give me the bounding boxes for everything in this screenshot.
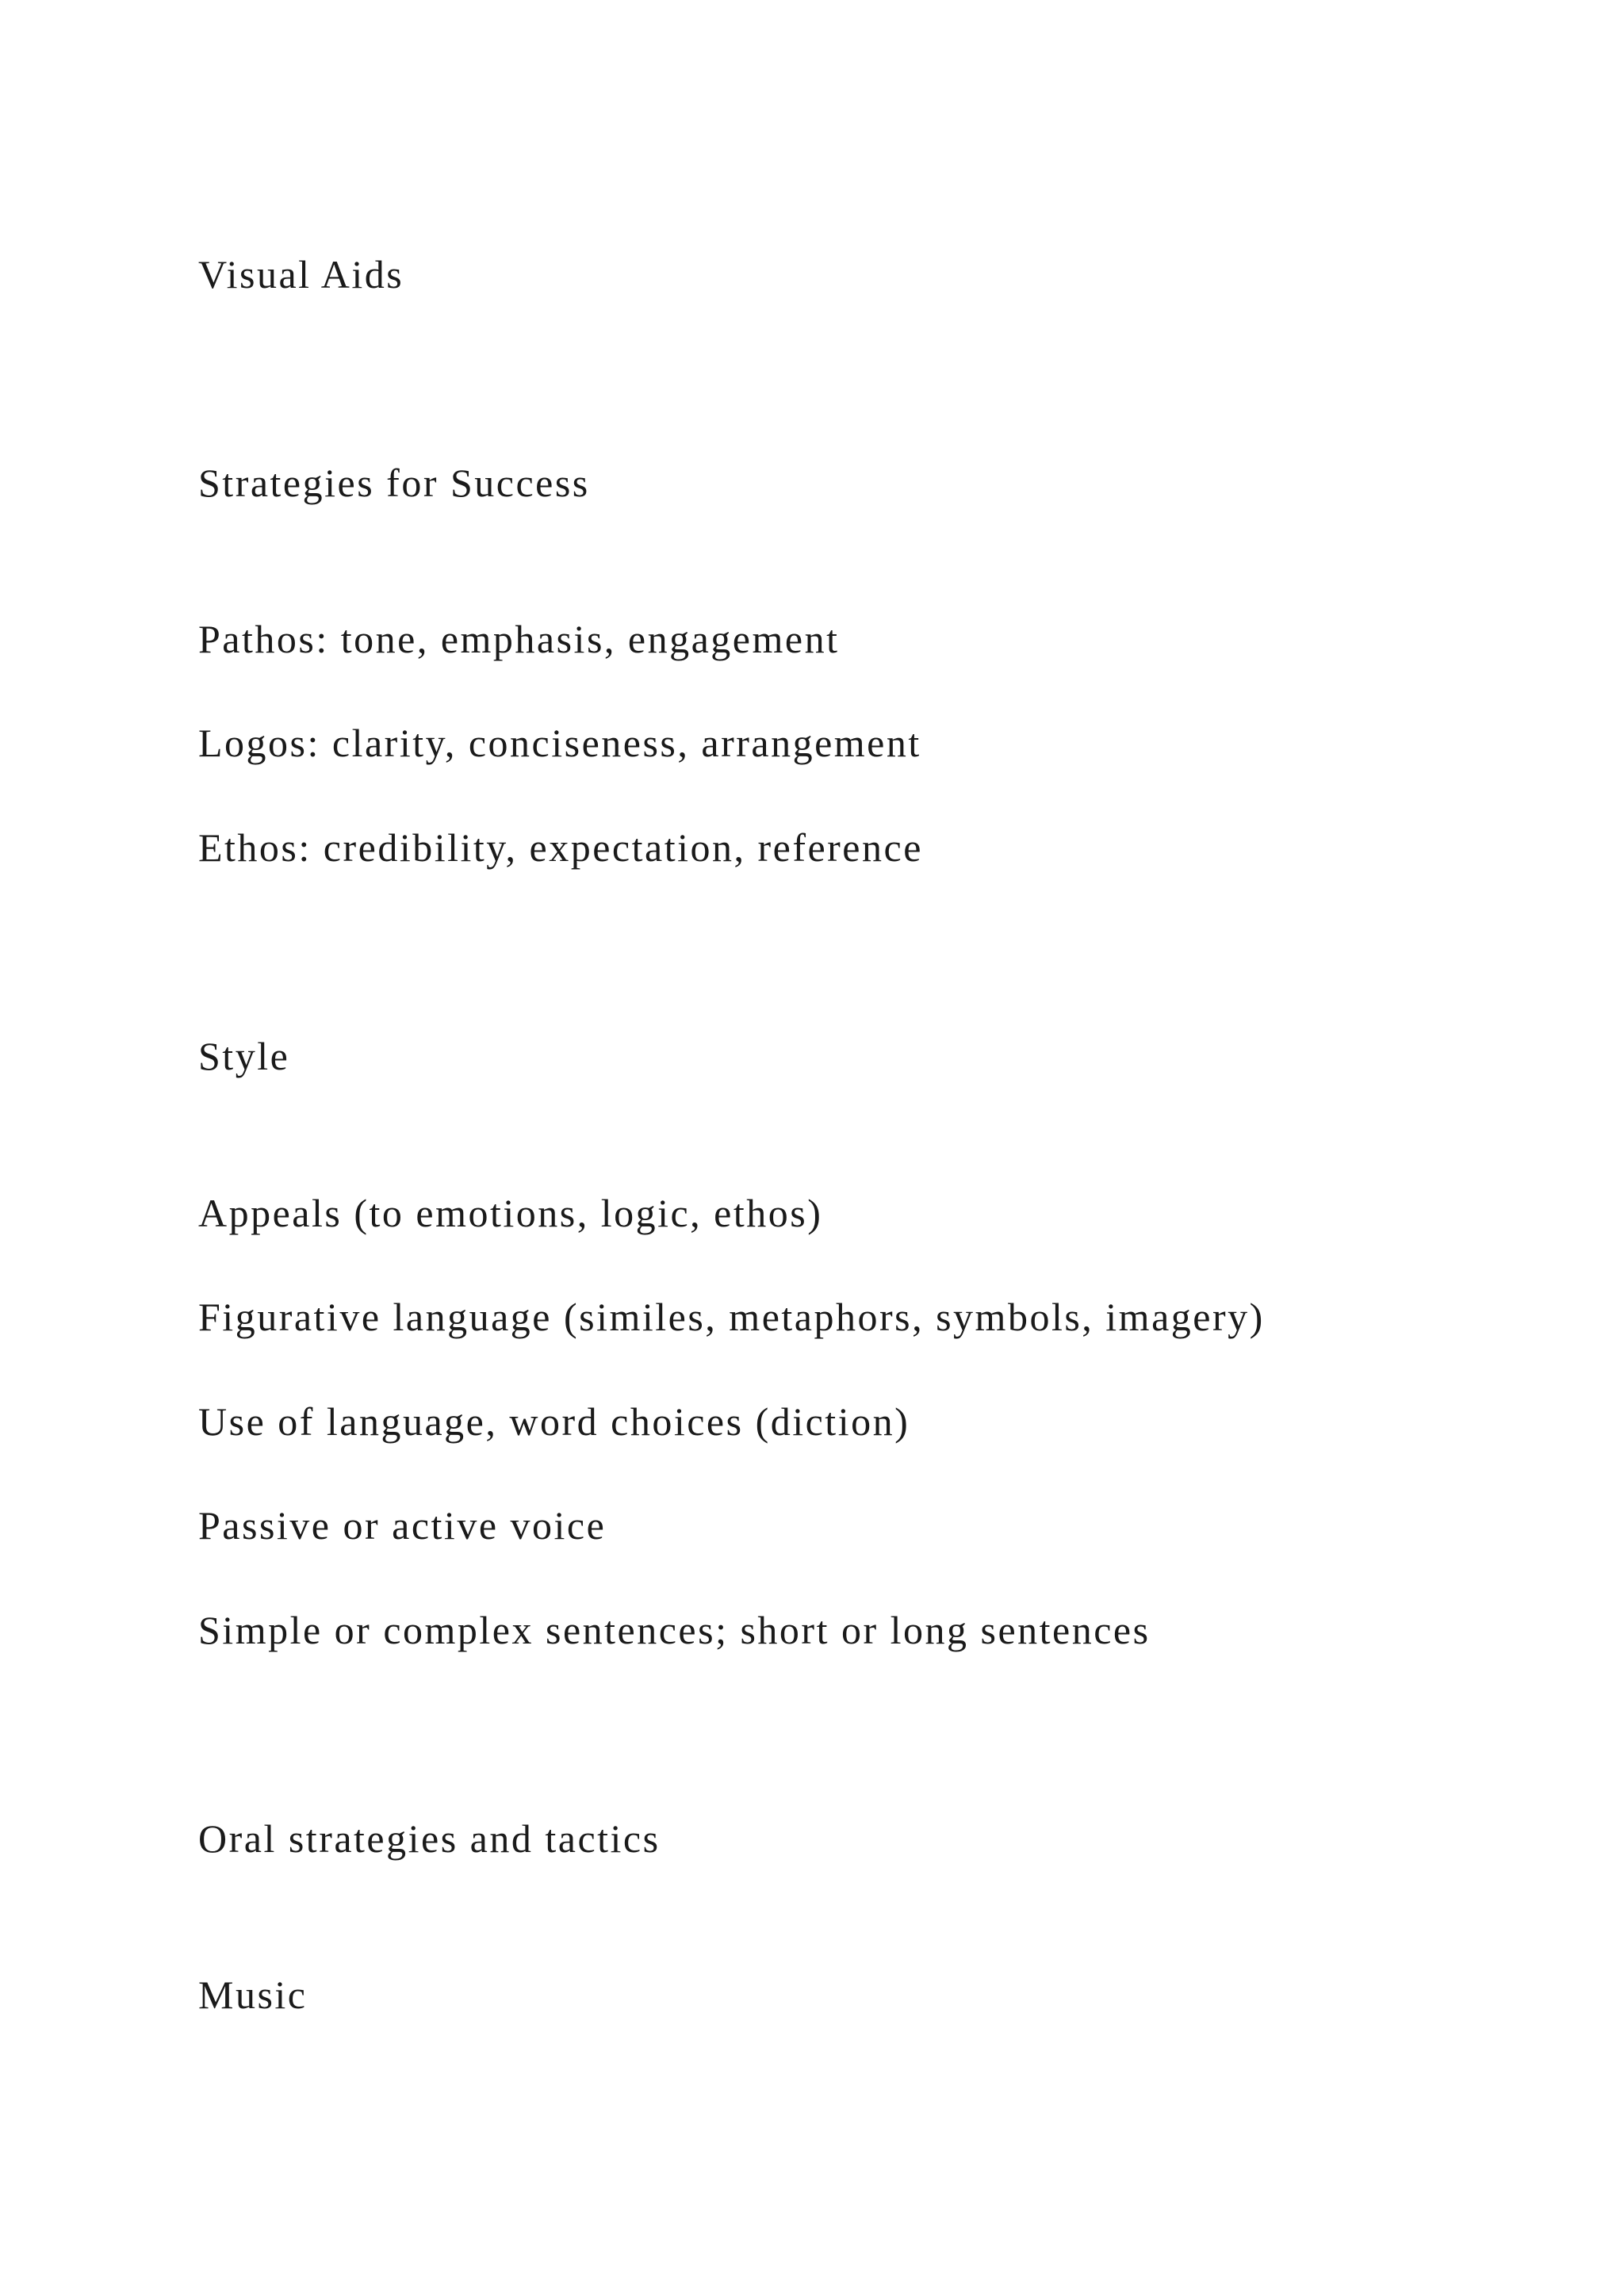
heading-music: Music — [198, 1973, 308, 2017]
heading-visual-aids: Visual Aids — [198, 252, 404, 297]
text-line-sentences: Simple or complex sentences; short or long sentences — [198, 1608, 1151, 1652]
text-line-ethos: Ethos: credibility, expectation, reference — [198, 825, 923, 870]
text-line-figurative-language: Figurative language (similes, metaphors, symbols, imagery) — [198, 1295, 1265, 1339]
text-line-appeals: Appeals (to emotions, logic, ethos) — [198, 1191, 823, 1235]
heading-strategies-for-success: Strategies for Success — [198, 461, 590, 505]
text-line-use-of-language: Use of language, word choices (diction) — [198, 1399, 910, 1444]
heading-style: Style — [198, 1034, 290, 1078]
text-line-pathos: Pathos: tone, emphasis, engagement — [198, 617, 840, 661]
text-line-logos: Logos: clarity, conciseness, arrangement — [198, 721, 921, 765]
text-line-voice: Passive or active voice — [198, 1503, 607, 1548]
heading-oral-strategies: Oral strategies and tactics — [198, 1816, 661, 1861]
